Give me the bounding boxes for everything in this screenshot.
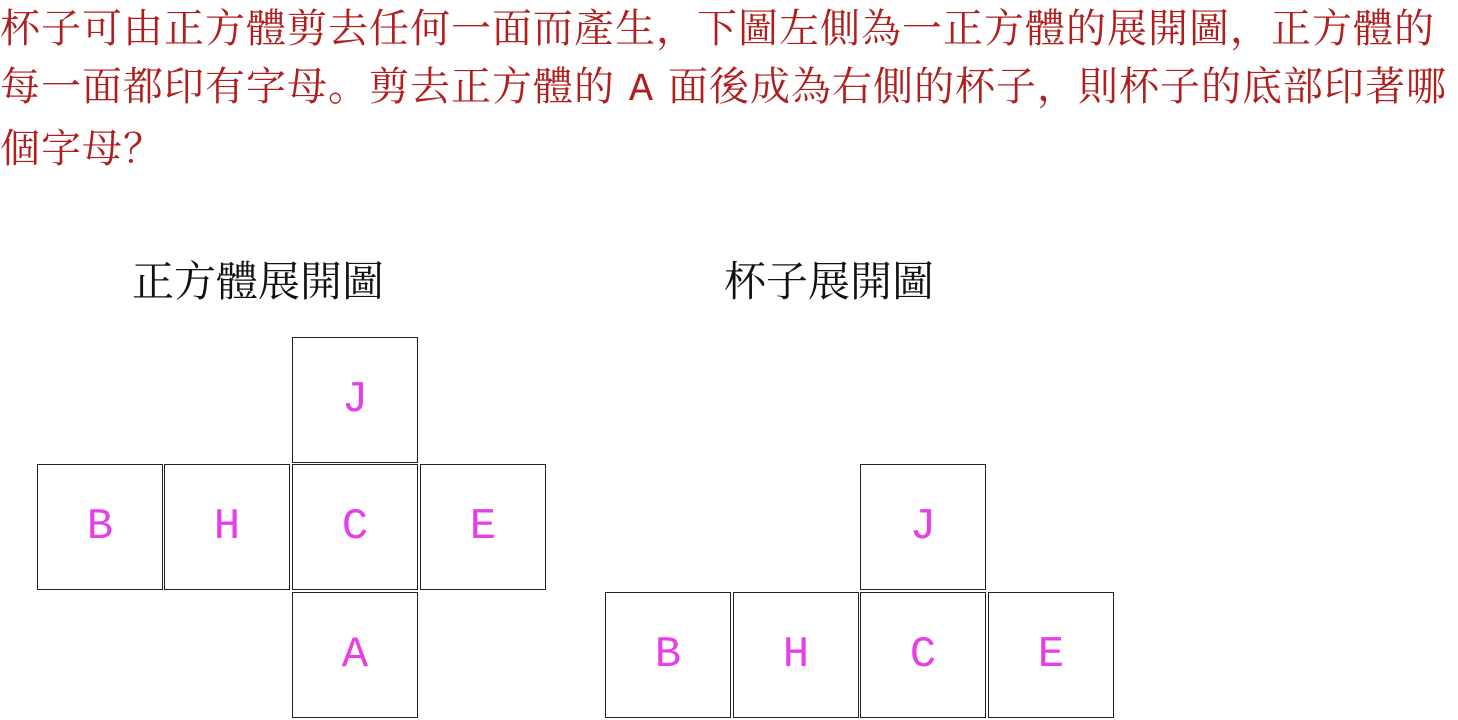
cube-face-left-inner: H [164,464,290,590]
cube-face-bottom: A [292,592,418,718]
cube-net-title: 正方體展開圖 [132,257,385,306]
question-text [0,0,1458,178]
question-letter: A [629,68,655,113]
question-part-2: 面後成為右側的杯子，則杯子的底部印著哪個字母？ [0,64,1448,172]
cube-face-top: J [292,337,418,463]
question-part-1: 杯子可由正方體剪去任何一面而產生，下圖左側為一正方體的展開圖，正方體的每一面都印有字母。剪去正方體的 [0,6,1435,110]
cup-face-top: J [860,464,986,590]
cup-face-right: E [988,592,1114,718]
cup-face-center: C [860,592,986,718]
cube-face-right: E [420,464,546,590]
cube-face-center: C [292,464,418,590]
cup-face-left-inner: H [733,592,859,718]
cup-face-left-outer: B [605,592,731,718]
cube-face-left-outer: B [37,464,163,590]
cup-net-title: 杯子展開圖 [724,257,935,306]
